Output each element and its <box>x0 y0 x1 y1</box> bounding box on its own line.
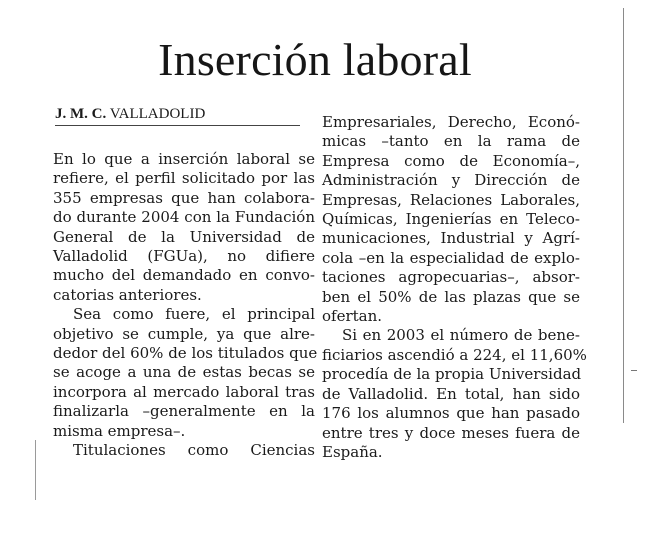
article-text-line: do durante 2004 con la Fundación <box>53 208 315 227</box>
article-text-line: cola –en la especialidad de explo- <box>322 248 580 267</box>
article-text-line: finalizarla –generalmente en la <box>53 402 315 421</box>
article-text-line: dedor del 60% de los titulados que <box>53 344 318 363</box>
article-text-line: procedía de la propia Universidad <box>322 365 582 384</box>
article-text-line: 355 empresas que han colabora- <box>53 188 315 207</box>
article-text-line: Empresas, Relaciones Laborales, <box>322 190 580 209</box>
article-byline <box>55 106 300 126</box>
article-text-line: se acoge a una de estas becas se <box>53 363 315 382</box>
article-text-line: municaciones, Industrial y Agrí- <box>322 229 580 248</box>
article-text-line: entre tres y doce meses fuera de <box>322 423 580 442</box>
article-text-line: mucho del demandado en convo- <box>53 266 315 285</box>
article-column-left <box>53 150 318 461</box>
article-text-line: General de la Universidad de <box>53 227 315 246</box>
article-text-line: Valladolid (FGUa), no difiere <box>53 247 315 266</box>
scan-edge-mark <box>631 370 637 371</box>
scan-edge-line-left <box>35 440 36 500</box>
article-text-line: ficiarios ascendió a 224, el 11,60% <box>322 345 587 364</box>
article-text-line: Empresa como de Economía–, <box>322 151 580 170</box>
article-text-line: taciones agropecuarias–, absor- <box>322 268 580 287</box>
article-text-line: Titulaciones como Ciencias <box>73 441 315 460</box>
article-text-line: catorias anteriores. <box>53 285 202 304</box>
article-text-line: incorpora al mercado laboral tras <box>53 382 315 401</box>
article-text-line: de Valladolid. En total, han sido <box>322 384 580 403</box>
article-text-line: Si en 2003 el número de bene- <box>342 326 580 345</box>
byline-location: VALLADOLID <box>109 106 206 122</box>
article-text-line: ben el 50% de las plazas que se <box>322 287 580 306</box>
article-text-line: objetivo se cumple, ya que alre- <box>53 324 315 343</box>
article-text-line: Químicas, Ingenierías en Teleco- <box>322 210 580 229</box>
article-text-line: En lo que a inserción laboral se <box>53 150 315 168</box>
article-text-line: ofertan. <box>322 307 383 326</box>
article-column-right <box>322 113 587 462</box>
article-text-line: Sea como fuere, el principal <box>73 305 315 324</box>
article-text-line: Administración y Dirección de <box>322 171 580 190</box>
article-headline: Inserción laboral <box>158 34 472 85</box>
article-text-line: misma empresa–. <box>53 421 186 440</box>
article-text-line: refiere, el perfil solicitado por las <box>53 169 315 188</box>
article-text-line: Empresariales, Derecho, Econó- <box>322 113 580 131</box>
article-text-line: micas –tanto en la rama de <box>322 132 580 151</box>
article-text-line: 176 los alumnos que han pasado <box>322 404 580 423</box>
byline-author: J. M. C. <box>55 106 107 122</box>
article-text-line: España. <box>322 442 383 461</box>
